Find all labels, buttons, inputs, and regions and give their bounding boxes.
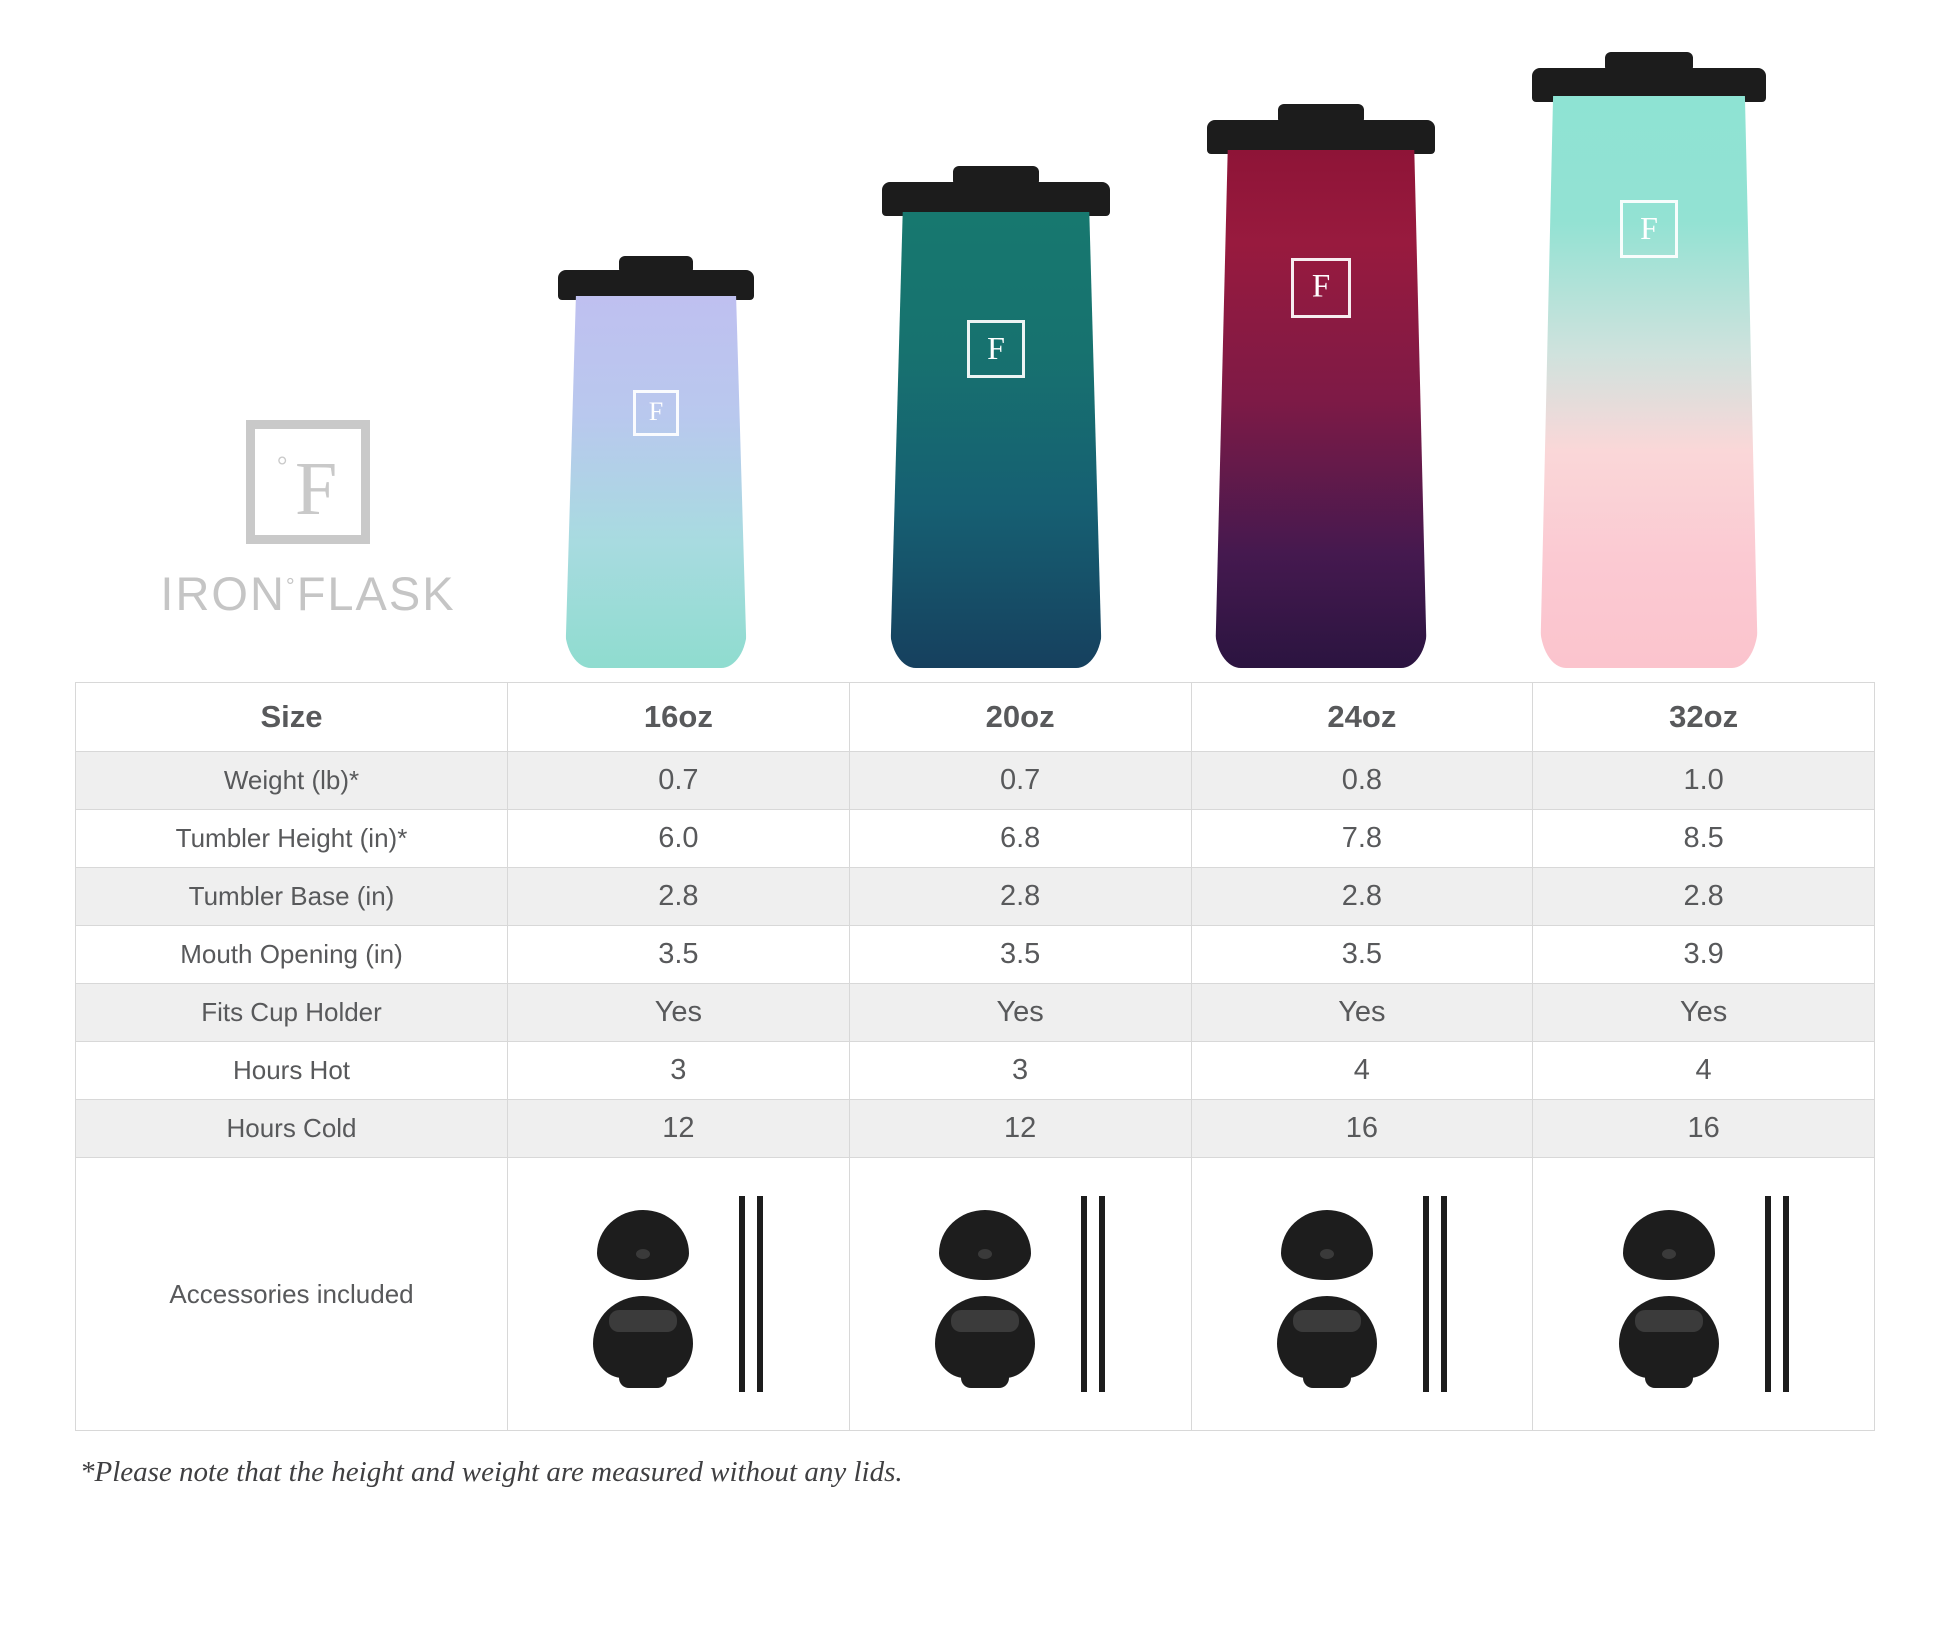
straw-icon [739,1196,745,1392]
cell-cupholder-16oz: Yes [508,984,850,1042]
table-row [76,984,1875,1042]
row-label-hours-cold: Hours Cold [76,1100,508,1158]
flip-lid-icon [593,1296,693,1378]
straw-icon [757,1196,763,1392]
header-col-24oz: 24oz [1191,683,1533,752]
cell-hours-cold-32oz: 16 [1533,1100,1875,1158]
cell-weight-20oz: 0.7 [849,752,1191,810]
tumbler-lid-20oz [882,182,1110,216]
cell-hours-cold-16oz: 12 [508,1100,850,1158]
footnote-text: *Please note that the height and weight are measured without any lids. [80,1456,903,1488]
row-label-fits-cup-holder: Fits Cup Holder [76,984,508,1042]
straw-icon [1441,1196,1447,1392]
table-header-row [76,683,1875,752]
flip-lid-icon [1619,1296,1719,1378]
round-lid-icon [1623,1210,1715,1280]
tumbler-logo-letter-32oz: F [1640,209,1658,246]
tumbler-16oz [565,278,747,668]
cell-mouth-16oz: 3.5 [508,926,850,984]
tumbler-logo-letter-20oz: F [987,329,1005,366]
tumbler-body-16oz [565,296,747,668]
tumbler-24oz [1215,128,1427,668]
row-label-accessories: Accessories included [76,1158,508,1431]
cell-hours-cold-20oz: 12 [849,1100,1191,1158]
tumbler-lid-16oz [558,270,754,300]
cell-cupholder-32oz: Yes [1533,984,1875,1042]
cell-accessories-24oz [1191,1158,1533,1431]
brand-block [128,420,488,621]
cell-weight-32oz: 1.0 [1533,752,1875,810]
tumbler-logo-letter-16oz: F [648,397,664,427]
flip-lid-icon [1277,1296,1377,1378]
tumbler-body-24oz [1215,150,1427,668]
header-col-16oz: 16oz [508,683,850,752]
cell-height-20oz: 6.8 [849,810,1191,868]
iron-flask-logo-icon [246,420,370,544]
tumbler-logo-32oz [1620,200,1678,258]
cell-height-32oz: 8.5 [1533,810,1875,868]
cell-cupholder-20oz: Yes [849,984,1191,1042]
flip-lid-icon [935,1296,1035,1378]
cell-hours-hot-24oz: 4 [1191,1042,1533,1100]
tumbler-logo-20oz [967,320,1025,378]
cell-weight-16oz: 0.7 [508,752,850,810]
tumbler-body-32oz [1540,96,1758,668]
cell-base-24oz: 2.8 [1191,868,1533,926]
header-col-32oz: 32oz [1533,683,1875,752]
cell-base-20oz: 2.8 [849,868,1191,926]
cell-accessories-32oz [1533,1158,1875,1431]
product-hero [0,0,1946,680]
row-label-mouth-opening: Mouth Opening (in) [76,926,508,984]
row-label-tumbler-height: Tumbler Height (in)* [76,810,508,868]
cell-hours-hot-16oz: 3 [508,1042,850,1100]
straws-icon [1423,1196,1447,1392]
row-label-weight: Weight (lb)* [76,752,508,810]
straw-icon [1783,1196,1789,1392]
round-lid-icon [939,1210,1031,1280]
cell-mouth-24oz: 3.5 [1191,926,1533,984]
table-row [76,868,1875,926]
cell-height-16oz: 6.0 [508,810,850,868]
cell-hours-hot-20oz: 3 [849,1042,1191,1100]
cell-hours-hot-32oz: 4 [1533,1042,1875,1100]
header-col-20oz: 20oz [849,683,1191,752]
table-row [76,1042,1875,1100]
tumbler-logo-16oz [633,390,679,436]
row-label-tumbler-base: Tumbler Base (in) [76,868,508,926]
round-lid-icon [1281,1210,1373,1280]
specifications-table [75,682,1875,1431]
straws-icon [1765,1196,1789,1392]
tumbler-logo-letter-24oz: F [1311,268,1331,305]
logo-degree-symbol: ° [277,451,288,480]
header-size-label: Size [76,683,508,752]
logo-letter-f: F [295,447,338,531]
tumbler-lid-24oz [1207,120,1435,154]
cell-height-24oz: 7.8 [1191,810,1533,868]
table-row [76,1100,1875,1158]
brand-wordmark [128,566,488,621]
straw-icon [1099,1196,1105,1392]
table-row [76,810,1875,868]
straw-icon [1081,1196,1087,1392]
tumbler-logo-24oz [1291,258,1351,318]
tumbler-32oz [1540,70,1758,668]
table-row [76,752,1875,810]
tumbler-body-20oz [890,212,1102,668]
tumbler-20oz [890,190,1102,668]
brand-word-degree: ° [285,573,297,599]
cell-mouth-32oz: 3.9 [1533,926,1875,984]
cell-accessories-16oz [508,1158,850,1431]
row-label-hours-hot: Hours Hot [76,1042,508,1100]
straws-icon [739,1196,763,1392]
accessories-row [76,1158,1875,1431]
straws-icon [1081,1196,1105,1392]
table-row [76,926,1875,984]
round-lid-icon [597,1210,689,1280]
straw-icon [1765,1196,1771,1392]
cell-cupholder-24oz: Yes [1191,984,1533,1042]
cell-base-32oz: 2.8 [1533,868,1875,926]
cell-hours-cold-24oz: 16 [1191,1100,1533,1158]
brand-word-iron: IRON [160,567,286,620]
cell-accessories-20oz [849,1158,1191,1431]
cell-mouth-20oz: 3.5 [849,926,1191,984]
cell-base-16oz: 2.8 [508,868,850,926]
cell-weight-24oz: 0.8 [1191,752,1533,810]
straw-icon [1423,1196,1429,1392]
brand-word-flask: FLASK [296,567,456,620]
